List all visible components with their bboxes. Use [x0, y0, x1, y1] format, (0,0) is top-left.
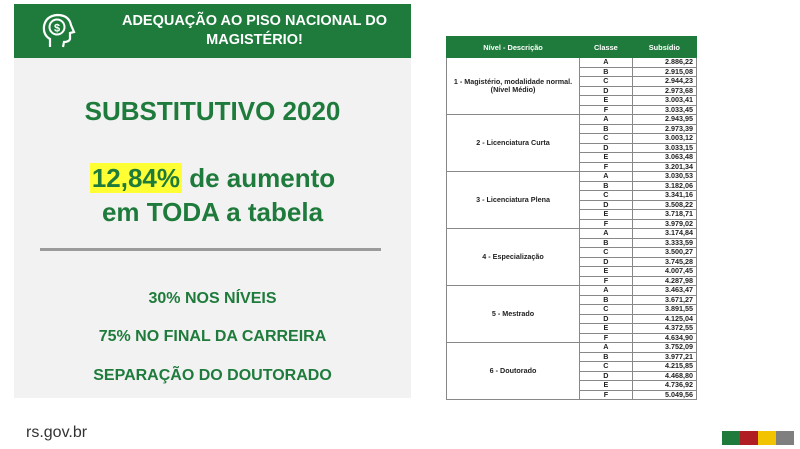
class-cell: B	[580, 124, 633, 134]
header-banner	[14, 4, 411, 58]
salary-cell: 3.003,12	[632, 134, 696, 144]
class-cell: A	[580, 343, 633, 353]
salary-cell: 3.201,34	[632, 162, 696, 172]
class-cell: A	[580, 172, 633, 182]
stripe-yellow	[758, 431, 776, 445]
increase-statement	[14, 161, 411, 229]
class-cell: E	[580, 267, 633, 277]
class-cell: C	[580, 134, 633, 144]
class-cell: F	[580, 276, 633, 286]
salary-cell: 3.508,22	[632, 200, 696, 210]
salary-cell: 3.752,09	[632, 343, 696, 353]
salary-cell: 3.033,45	[632, 105, 696, 115]
salary-cell: 2.973,39	[632, 124, 696, 134]
class-cell: C	[580, 77, 633, 87]
class-cell: B	[580, 295, 633, 305]
class-cell: B	[580, 352, 633, 362]
level-description: 2 - Licenciatura Curta	[447, 115, 580, 172]
salary-cell: 4.736,92	[632, 381, 696, 391]
class-cell: F	[580, 105, 633, 115]
salary-cell: 4.287,98	[632, 276, 696, 286]
table-row	[447, 172, 697, 182]
level-description: 3 - Licenciatura Plena	[447, 172, 580, 229]
left-panel	[14, 58, 411, 398]
footer-url: rs.gov.br	[26, 424, 88, 441]
table-header-row	[447, 37, 697, 58]
class-cell: A	[580, 286, 633, 296]
class-cell: E	[580, 96, 633, 106]
class-cell: C	[580, 191, 633, 201]
class-cell: D	[580, 86, 633, 96]
head-dollar-icon	[38, 11, 78, 51]
table-row	[447, 286, 697, 296]
salary-cell: 3.063,48	[632, 153, 696, 163]
header-title: ADEQUAÇÃO AO PISO NACIONAL DO MAGISTÉRIO!	[121, 13, 388, 48]
salary-cell: 2.973,68	[632, 86, 696, 96]
salary-cell: 3.671,27	[632, 295, 696, 305]
class-cell: E	[580, 324, 633, 334]
salary-cell: 3.333,59	[632, 238, 696, 248]
column-header-level: Nível - Descrição	[447, 37, 580, 58]
percentage-highlight: 12,84%	[91, 163, 181, 193]
main-title: SUBSTITUTIVO 2020	[84, 96, 341, 126]
salary-cell: 3.718,71	[632, 210, 696, 220]
column-header-salary: Subsídio	[632, 37, 696, 58]
table-body	[447, 58, 697, 400]
class-cell: D	[580, 371, 633, 381]
class-cell: C	[580, 248, 633, 258]
class-cell: F	[580, 162, 633, 172]
salary-cell: 4.007,45	[632, 267, 696, 277]
salary-cell: 2.886,22	[632, 58, 696, 68]
divider	[40, 248, 381, 251]
level-description: 5 - Mestrado	[447, 286, 580, 343]
class-cell: A	[580, 229, 633, 239]
salary-cell: 3.341,16	[632, 191, 696, 201]
table-row	[447, 229, 697, 239]
salary-cell: 3.891,55	[632, 305, 696, 315]
salary-cell: 4.215,85	[632, 362, 696, 372]
class-cell: D	[580, 200, 633, 210]
class-cell: A	[580, 58, 633, 68]
salary-cell: 3.174,84	[632, 229, 696, 239]
class-cell: A	[580, 115, 633, 125]
level-description: 4 - Especialização	[447, 229, 580, 286]
svg-text:$: $	[53, 22, 61, 35]
class-cell: D	[580, 143, 633, 153]
salary-cell: 4.372,55	[632, 324, 696, 334]
salary-cell: 3.182,06	[632, 181, 696, 191]
class-cell: F	[580, 219, 633, 229]
point-career-end: 75% NO FINAL DA CARREIRA	[98, 328, 327, 345]
salary-cell: 2.944,23	[632, 77, 696, 87]
class-cell: E	[580, 153, 633, 163]
class-cell: C	[580, 305, 633, 315]
class-cell: B	[580, 238, 633, 248]
class-cell: D	[580, 257, 633, 267]
salary-cell: 4.125,04	[632, 314, 696, 324]
increase-text-line2: em TODA a tabela	[101, 197, 324, 227]
level-description: 6 - Doutorado	[447, 343, 580, 400]
class-cell: C	[580, 362, 633, 372]
class-cell: E	[580, 381, 633, 391]
class-cell: F	[580, 333, 633, 343]
salary-cell: 5.049,56	[632, 390, 696, 400]
flag-stripes	[722, 431, 794, 445]
salary-cell: 4.468,80	[632, 371, 696, 381]
salary-cell: 2.915,08	[632, 67, 696, 77]
salary-cell: 3.030,53	[632, 172, 696, 182]
class-cell: B	[580, 67, 633, 77]
salary-cell: 3.979,02	[632, 219, 696, 229]
salary-cell: 3.003,41	[632, 96, 696, 106]
class-cell: E	[580, 210, 633, 220]
salary-cell: 2.943,95	[632, 115, 696, 125]
table-row	[447, 58, 697, 68]
level-description: 1 - Magistério, modalidade normal. (Nível Médio)	[447, 58, 580, 115]
salary-cell: 3.033,15	[632, 143, 696, 153]
salary-cell: 3.463,47	[632, 286, 696, 296]
stripe-gray	[776, 431, 794, 445]
salary-cell: 4.634,90	[632, 333, 696, 343]
point-doctorate: SEPARAÇÃO DO DOUTORADO	[93, 367, 332, 384]
column-header-class: Classe	[580, 37, 633, 58]
point-levels: 30% NOS NÍVEIS	[148, 290, 277, 307]
class-cell: F	[580, 390, 633, 400]
salary-cell: 3.977,21	[632, 352, 696, 362]
stripe-green	[722, 431, 740, 445]
salary-cell: 3.745,28	[632, 257, 696, 267]
table-row	[447, 343, 697, 353]
class-cell: B	[580, 181, 633, 191]
table-row	[447, 115, 697, 125]
stripe-red	[740, 431, 758, 445]
salary-table	[446, 36, 697, 400]
class-cell: D	[580, 314, 633, 324]
salary-cell: 3.500,27	[632, 248, 696, 258]
increase-text-line1: de aumento	[182, 163, 336, 193]
